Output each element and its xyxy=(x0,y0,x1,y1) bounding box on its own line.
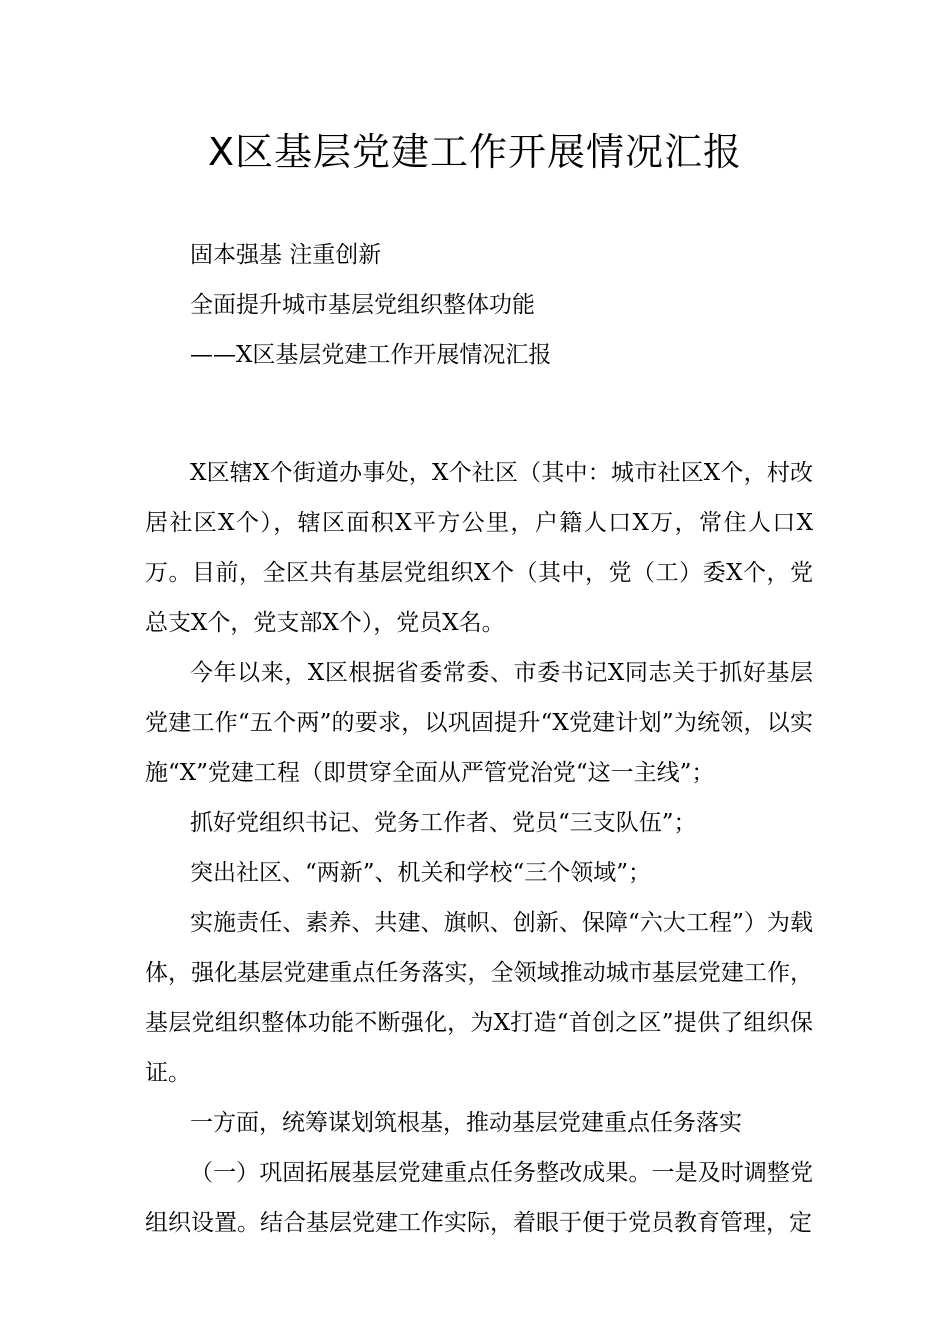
section-heading-one: 一方面，统筹谋划筑根基，推动基层党建重点任务落实 xyxy=(190,1110,742,1136)
paragraph-three-teams: 抓好党组织书记、党务工作者、党员“三支队伍”； xyxy=(190,810,697,836)
section-spacer xyxy=(145,380,813,448)
subtitle-line-3: ——X区基层党建工作开展情况汇报 xyxy=(190,342,552,368)
document-title: X区基层党建工作开展情况汇报 xyxy=(207,130,743,174)
subtitle-line-2: 全面提升城市基层党组织整体功能 xyxy=(190,292,535,318)
paragraph-three-fields: 突出社区、“两新”、机关和学校“三个领域”； xyxy=(190,860,652,886)
paragraph-requirements: 今年以来，X区根据省委常委、市委书记X同志关于抓好基层党建工作“五个两”的要求，以巩固提升“X党建计划”为统领，以实施“X”党建工程（即贯穿全面从严管党治党“这一主线”； xyxy=(145,660,813,786)
paragraph-overview: X区辖X个街道办事处，X个社区（其中：城市社区X个，村改居社区X个），辖区面积X平方公里，户籍人口X万，常住人口X万。目前，全区共有基层党组织X个（其中，党（工）委X个，党总支X个，党支部X个），党员X名。 xyxy=(145,460,813,636)
subtitle-line-1: 固本强基 注重创新 xyxy=(190,242,382,268)
paragraph-six-projects: 实施责任、素养、共建、旗帜、创新、保障“六大工程”）为载体，强化基层党建重点任务落实，全领域推动城市基层党建工作，基层党组织整体功能不断强化，为X打造“首创之区”提供了组织保证。 xyxy=(145,910,813,1086)
paragraph-subsection-one: （一）巩固拓展基层党建重点任务整改成果。一是及时调整党组织设置。结合基层党建工作实际，着眼于便于党员教育管理，定 xyxy=(145,1160,813,1236)
document-body xyxy=(145,230,813,1248)
